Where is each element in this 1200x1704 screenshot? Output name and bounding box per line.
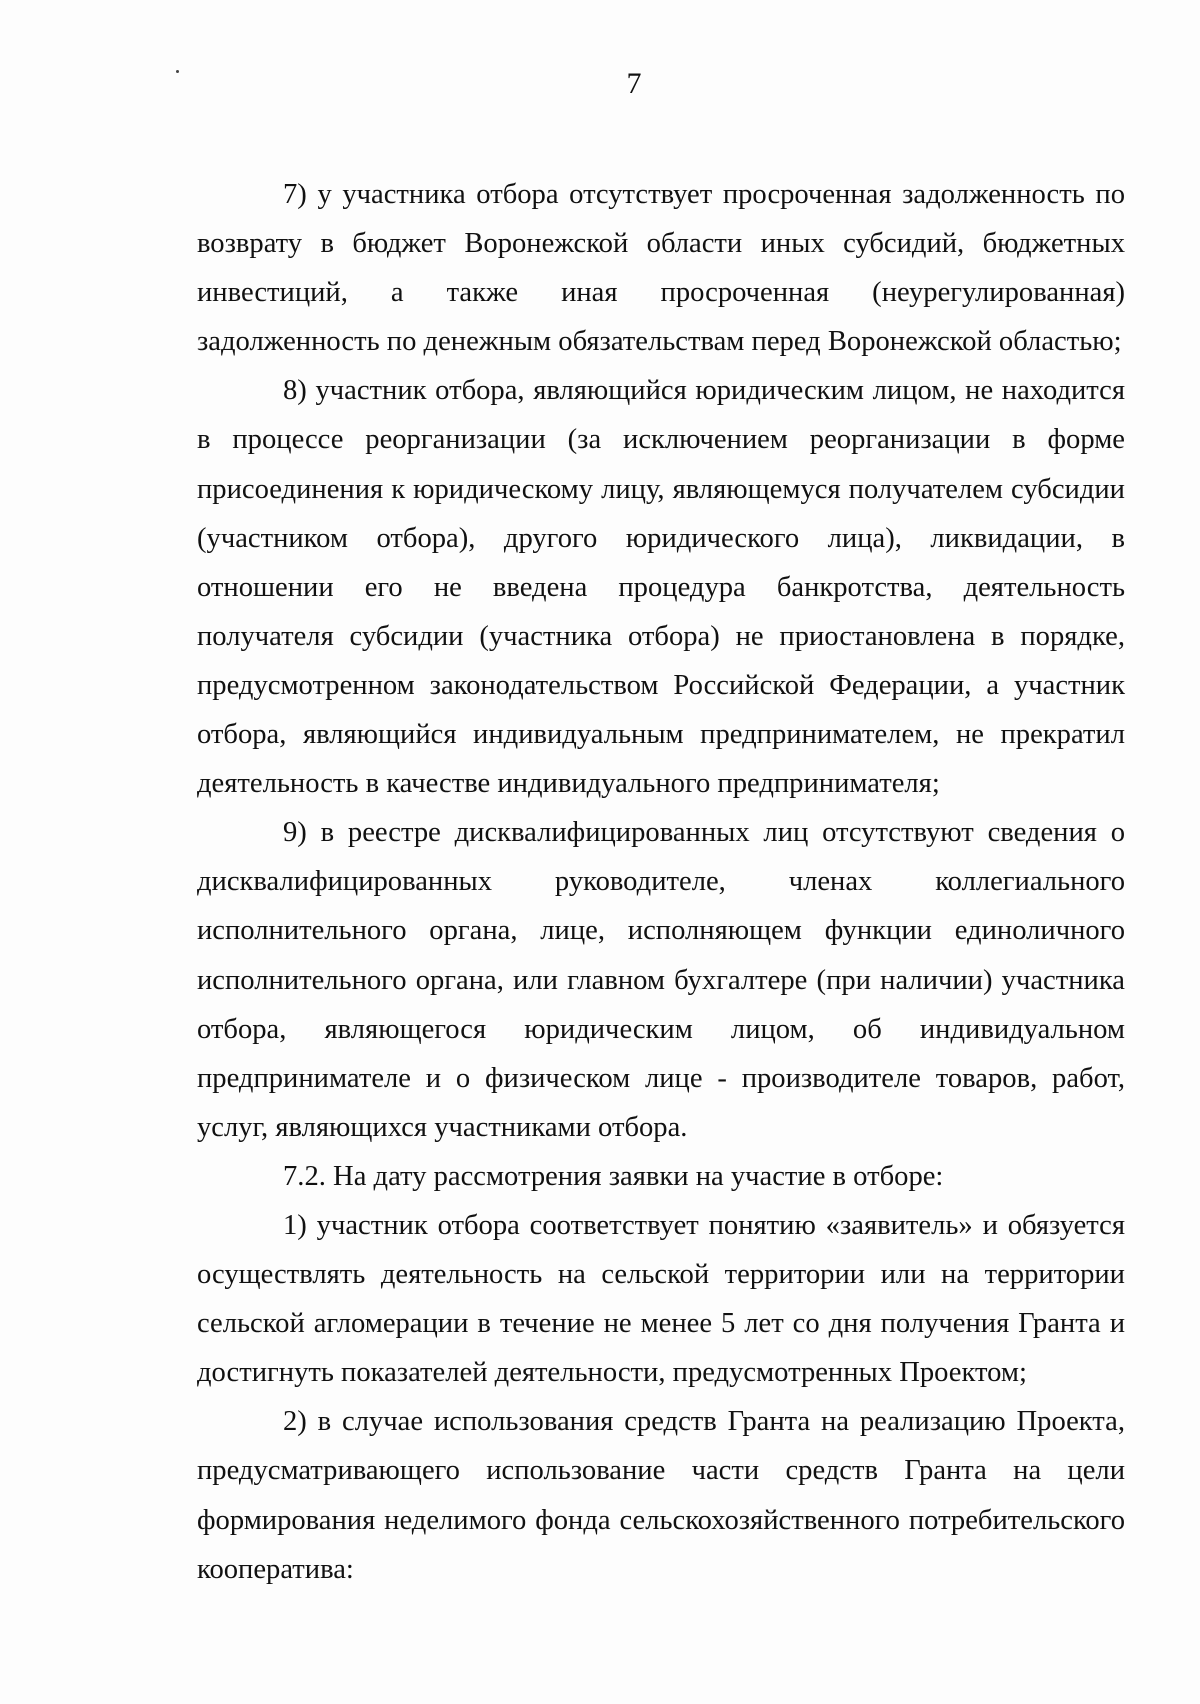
paragraph-item-2: 2) в случае использования средств Гранта на реализацию Проекта, предусматривающего использование части средств Гранта на цели формирования неделимого фонда сельскохозяйственного потребительского кооператива:: [197, 1406, 1125, 1585]
page-number: 7: [626, 67, 642, 100]
paragraph-item-9: 9) в реестре дисквалифицированных лиц отсутствуют сведения о дисквалифицированных руководителе, членах коллегиального исполнительного органа, лице, исполняющем функции единоличного исполнительного органа, или главном бухгалтере (при наличии) участника отбора, являющегося юридическим лицом, об индивидуальном предпринимателе и о физическом лице - производителе товаров, работ, услуг, являющихся участниками отбора.: [197, 817, 1125, 1143]
paragraph-section-7-2: 7.2. На дату рассмотрения заявки на участие в отборе:: [283, 1160, 944, 1192]
paragraph-item-7: 7) у участника отбора отсутствует просроченная задолженность по возврату в бюджет Воронежской области иных субсидий, бюджетных инвестиций, а также иная просроченная (неурегулированная) задолженность по денежным обязательствам перед Воронежской областью;: [197, 179, 1125, 358]
document-body: [197, 170, 1125, 1594]
paragraph-item-1: 1) участник отбора соответствует понятию «заявитель» и обязуется осуществлять деятельность на сельской территории или на территории сельской агломерации в течение не менее 5 лет со дня получения Гранта и достигнуть показателей деятельности, предусмотренных Проектом;: [197, 1209, 1125, 1389]
paragraph-item-8: 8) участник отбора, являющийся юридическим лицом, не находится в процессе реорганизации (за исключением реорганизации в форме присоединения к юридическому лицу, являющемуся получателем субсидии (участником отбора), другого юридического лица), ликвидации, в отношении его не введена процедура банкротства, деятельность получателя субсидии (участника отбора) не приостановлена в порядке, предусмотренном законодательством Российской Федерации, а участник отбора, являющийся индивидуальным предпринимателем, не прекратил деятельность в качестве индивидуального предпринимателя;: [197, 375, 1125, 800]
